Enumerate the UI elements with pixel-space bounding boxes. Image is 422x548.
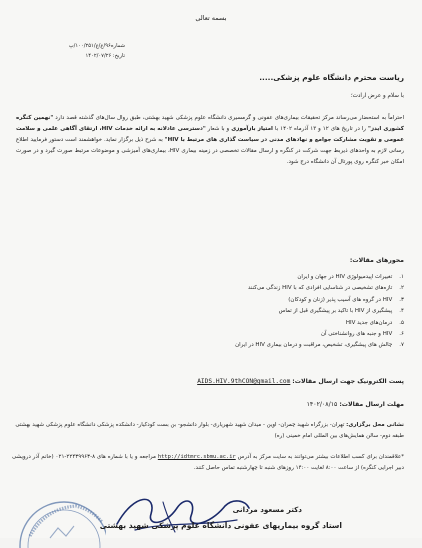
topic-text: HIV و جنبه های روانشناختی آن — [320, 331, 393, 338]
note-text-1: *علاقمندان برای کسب اطلاعات بیشتر می‌توانند به سایت مرکز به آدرس — [235, 454, 404, 460]
topic-item — [16, 306, 404, 317]
letter-meta — [15, 42, 125, 61]
greeting-line: با سلام و عرض ارادت؛ — [350, 93, 404, 99]
body-text-4: به شرح ذیل برگزار نماید. خواهشمند است دستور فرمایید اطلاع رسانی لازم به واحدهای ذیربط جهت شرکت در کنگره و ارسال مقالات تخصصی در زمینه بیماری HIV، بیماری‌های آمیزشی و موضوعات مرتبط صورت گیرد و در صورت امکان خبر کنگره روی پورتال آن دانشگاه درج شود. — [16, 137, 404, 165]
topic-text: تغییرات اپیدمیولوژی HIV در جهان و ایران — [297, 274, 393, 280]
deadline-date: ۱۴۰۲/۰۸/۱۵ — [306, 401, 338, 408]
info-note — [12, 452, 404, 474]
submission-email-link[interactable]: AIDS.HIV.9thCON@gmail.com — [197, 378, 291, 385]
deadline-row — [307, 401, 404, 408]
topic-item — [16, 340, 404, 351]
letter-date: تاریخ: ۱۴۰۲/۰۷/۲۶ — [85, 52, 125, 59]
email-label: پست الکترونیک جهت ارسال مقالات: — [292, 378, 404, 385]
topic-number: ۴. — [399, 308, 404, 315]
topic-item — [16, 295, 404, 306]
topic-text: درمان‌های جدید HIV — [345, 319, 393, 326]
venue-address — [12, 420, 404, 442]
official-stamp — [6, 488, 106, 548]
topic-number: ۶. — [399, 331, 404, 338]
letter-number: شماره۹۶/ع/ع/۱۰۰/۲۵۱/پ — [68, 43, 125, 49]
retraining-credit: امتیاز بازآموزی — [231, 126, 273, 132]
topic-number: ۲. — [399, 285, 404, 292]
signer-name: دکتر مسعود مردانی — [232, 505, 302, 514]
body-text-3: و با شعار — [205, 126, 232, 132]
topic-item — [16, 329, 404, 340]
bismillah-header: بسمه تعالی — [195, 14, 227, 22]
topic-number: ۷. — [399, 342, 404, 349]
venue-text: تهران- بزرگراه شهید چمران- اوین - میدان شهید شهریاری- بلوار دانشجو- بن بست کودکیار- دانشکده پزشکی دانشگاه علوم پزشکی شهید بهشتی طبقه دوم- سالن همایش‌های بین المللی امام خمینی (ره) — [15, 422, 404, 439]
center-website-link[interactable]: http://idtmrc.sbmu.ac.ir — [157, 454, 236, 460]
topic-item — [16, 318, 404, 329]
topic-number: ۵. — [399, 319, 404, 326]
topic-text: چالش های پیشگیری، تشخیص، مراقبت و درمان بیماری HIV در ایران — [235, 342, 393, 349]
letter-body — [16, 113, 404, 168]
topics-list — [16, 272, 404, 352]
recipient-line: ریاست محترم دانشگاه علوم پزشکی..... — [259, 73, 404, 82]
topic-item — [16, 283, 404, 294]
topic-text: تازه‌های تشخیصی در شناسایی افرادی که با HIV زندگی می‌کنند — [248, 285, 393, 292]
topic-item — [16, 272, 404, 283]
note-text-2: مراجعه و یا با شماره های ۸-۲۲۴۳۹۹۶۳-۰۲۱ (خانم آذر درویشی دبیر اجرایی کنگره) از ساعت ۸:۰۰ لغایت ۱۴:۰۰ روزهای شنبه تا چهارشنبه تماس حاصل کنند. — [12, 454, 404, 471]
congress-slogan: "دسترسی عادلانه به ارائه خدمات HIV، ارتقای آگاهی علمی و سلامت عمومی و تقویت مشارکت جوامع و نهادهای مدنی در سیاست گذاری های مرتبط با HIV" — [16, 126, 405, 143]
topics-title: محورهای مقالات: — [349, 257, 404, 264]
deadline-label: مهلت ارسال مقالات: — [339, 401, 404, 408]
signer-title: استاد گروه بیماریهای عفونی دانشگاه علوم پزشکی شهید بهشتی — [99, 521, 342, 530]
body-text-1: احتراماً به استحضار می‌رساند مرکز تحقیقات بیماری‌های عفونی و گرمسیری دانشگاه علوم پزشکی شهید بهشتی، طبق روال سال‌های گذشته قصد دارد — [53, 115, 404, 121]
topic-number: ۳. — [399, 296, 404, 303]
venue-label: نشانی محل برگزاری: — [346, 422, 404, 428]
topic-number: ۱. — [399, 274, 404, 280]
congress-title: "نهمین کنگره کشوری ایدز" — [16, 115, 404, 132]
email-row — [16, 378, 404, 385]
topic-text: پیشگیری از HIV با تاکید بر پیشگیری قبل از تماس — [278, 308, 393, 315]
topic-text: HIV در گروه های آسیب پذیر (زنان و کودکان) — [288, 296, 393, 303]
body-text-2: را در تاریخ های ۱۲ و ۱۳ آذرماه ۱۴۰۲ با — [272, 126, 368, 132]
